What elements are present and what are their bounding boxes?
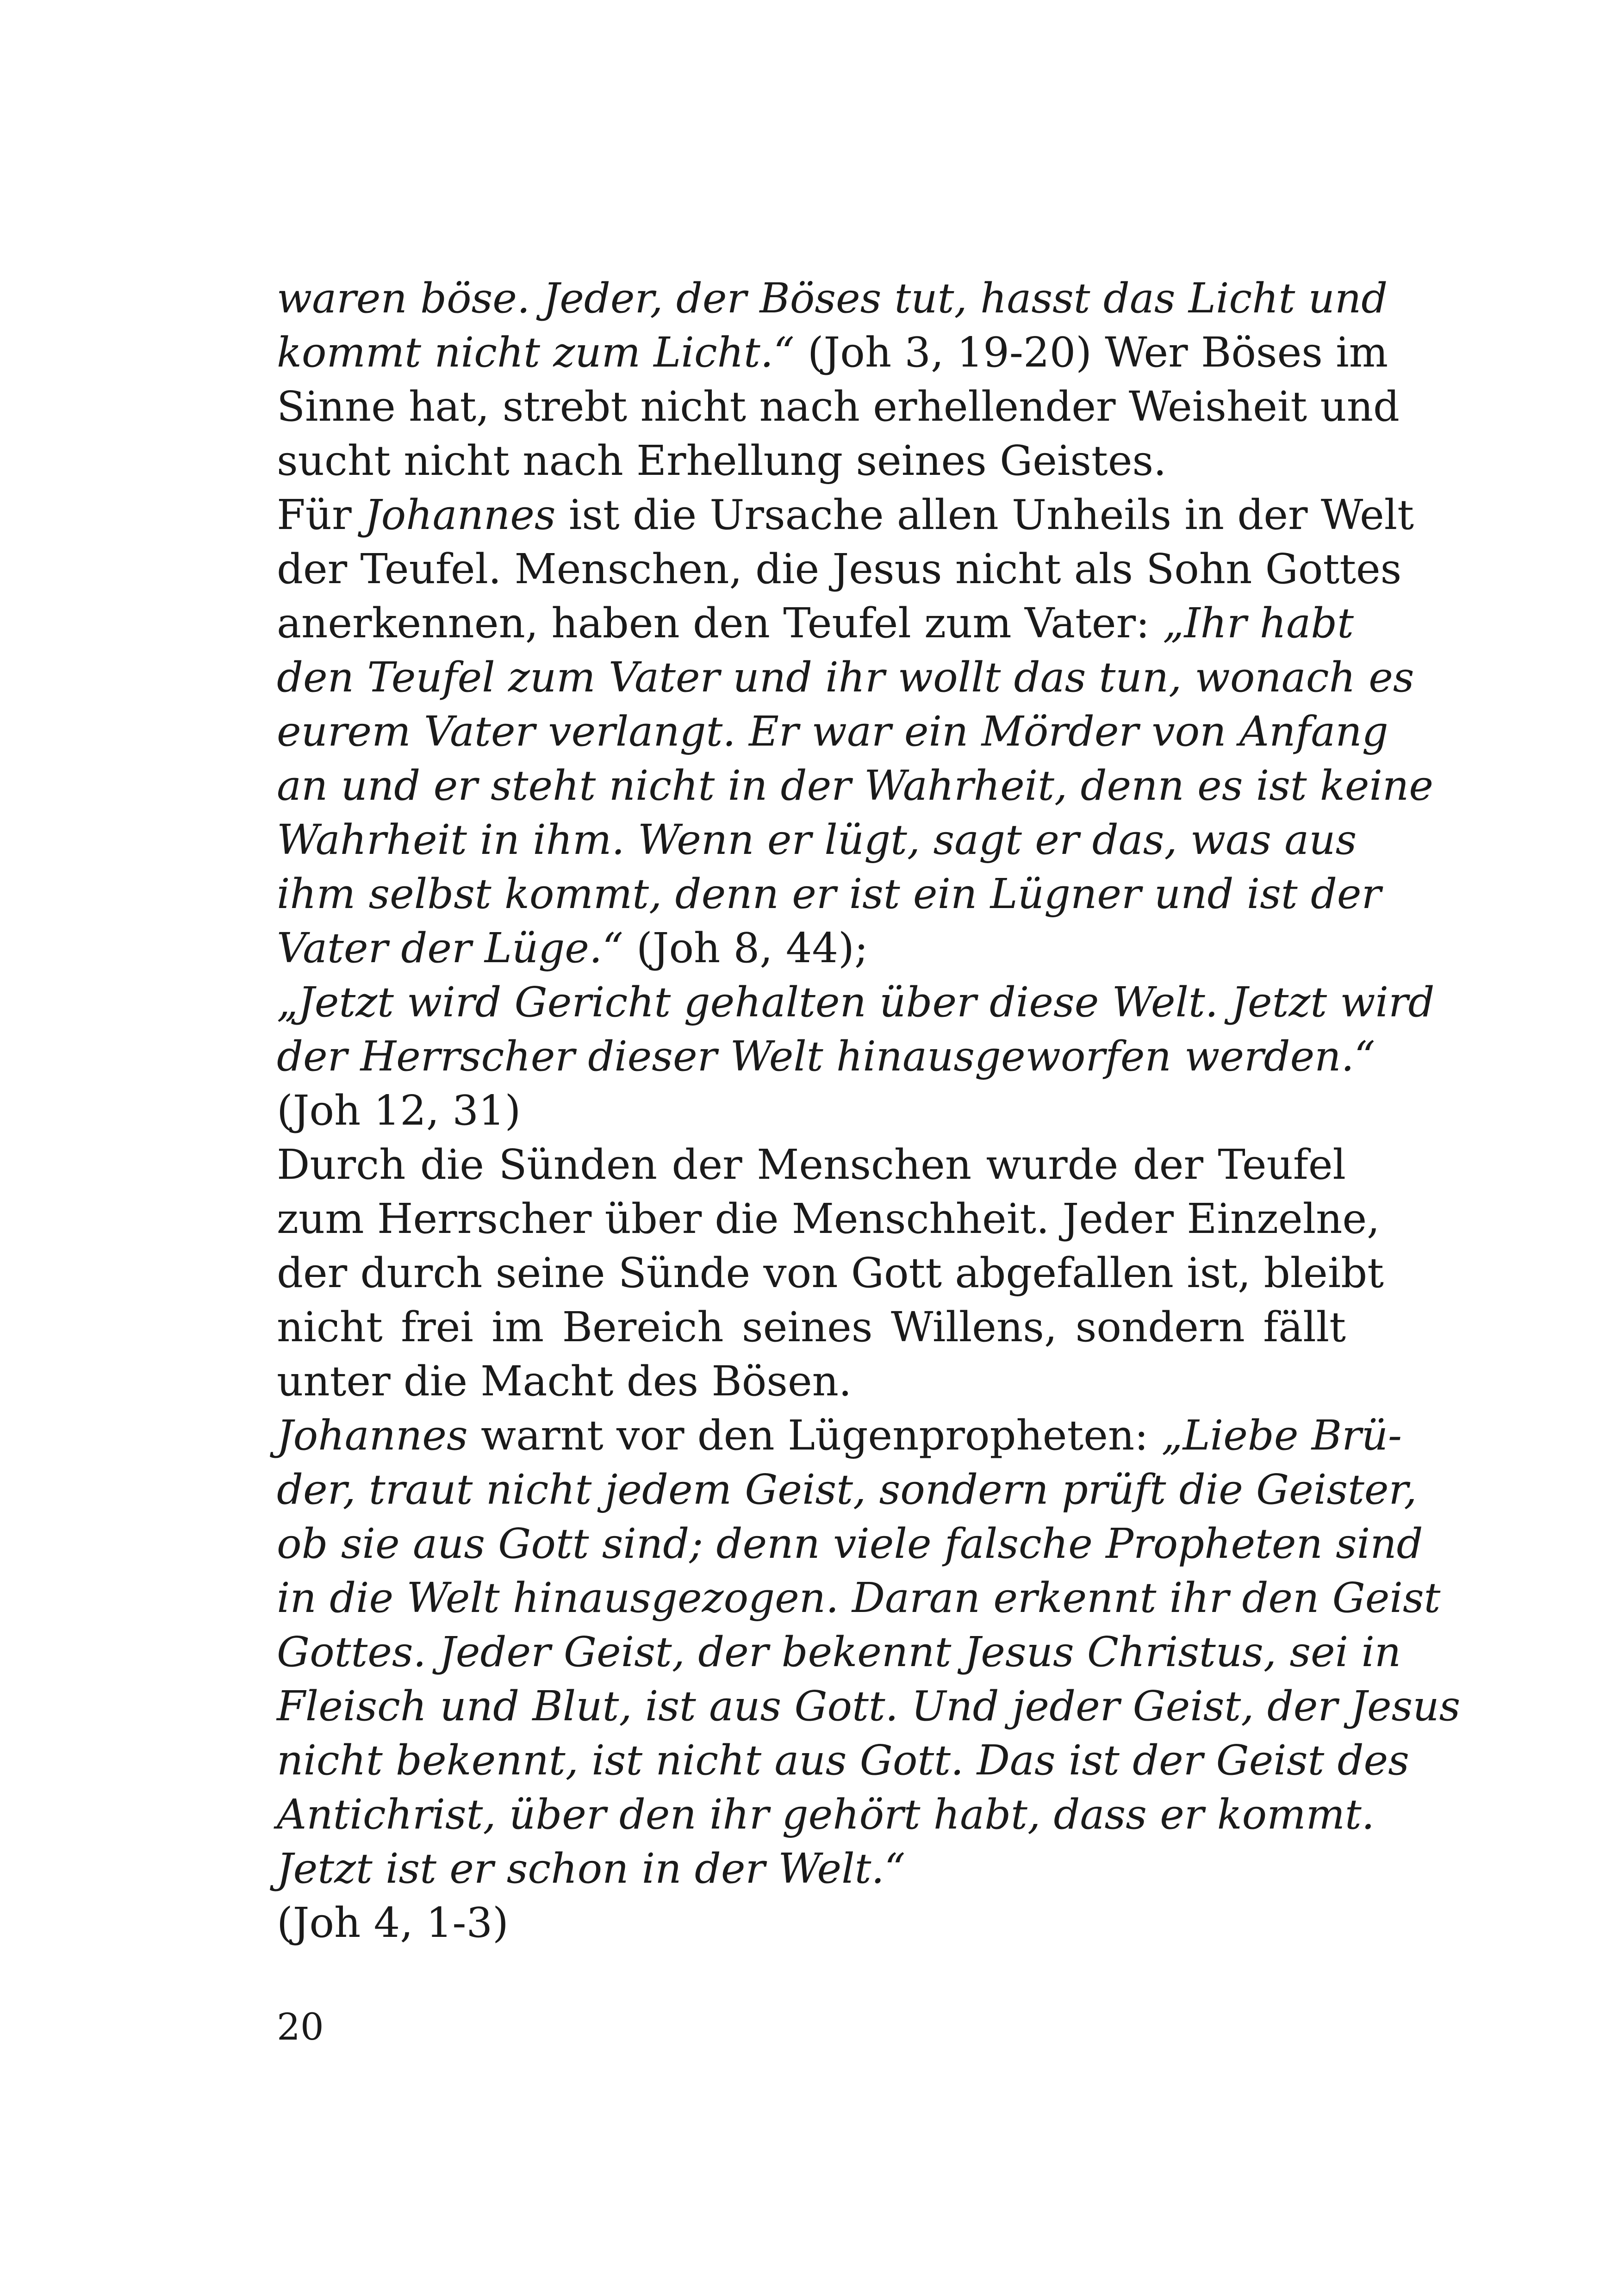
text-segment: unter die Macht des Bösen. (277, 1357, 852, 1405)
italic-text: Jetzt ist er schon in der Welt.“ (277, 1844, 906, 1892)
paragraph (277, 1138, 1384, 1408)
text-line (277, 1462, 1417, 1517)
text-line (277, 488, 1414, 542)
italic-text: Antichrist, über den ihr gehört habt, dass er kommt. (277, 1790, 1375, 1838)
paragraph (277, 271, 1400, 488)
text-line (277, 1354, 1346, 1408)
text-segment: Für (277, 491, 365, 539)
italic-text: „Liebe Brü- (1161, 1411, 1402, 1459)
text-line (277, 1733, 1409, 1787)
text-segment: (Joh 3, 19-20) Wer Böses im (794, 328, 1388, 376)
paragraph (277, 975, 1435, 1138)
text-line (277, 1029, 1375, 1083)
text-line (277, 1679, 1461, 1733)
text-segment: warnt vor den Lügenpropheten: (467, 1411, 1162, 1459)
italic-text: in die Welt hinausgezogen. Daran erkennt ihr den Geist (277, 1574, 1441, 1622)
text-line (277, 921, 1346, 975)
body-text (277, 271, 1461, 1950)
italic-text: Vater der Lüge.“ (277, 924, 623, 972)
text-line (277, 1192, 1380, 1246)
italic-text: ihm selbst kommt, denn er ist ein Lügner und ist der (277, 870, 1382, 918)
paragraph (277, 488, 1434, 975)
text-segment: anerkennen, haben den Teufel zum Vater: (277, 599, 1163, 647)
text-line (277, 1138, 1346, 1192)
text-segment: ist die Ursache allen Unheils in der Welt (555, 491, 1414, 539)
italic-text: waren böse. Jeder, der Böses tut, hasst das Licht und (277, 274, 1388, 322)
italic-text: Gottes. Jeder Geist, der bekennt Jesus Christus, sei in (277, 1628, 1401, 1676)
text-segment: (Joh 12, 31) (277, 1086, 521, 1134)
text-segment: (Joh 8, 44); (623, 924, 868, 972)
italic-text: „Jetzt wird Gericht gehalten über diese Welt. Jetzt wird (277, 978, 1435, 1026)
text-line (277, 1517, 1423, 1571)
italic-text: „Ihr habt (1163, 599, 1354, 647)
text-segment: der durch seine Sünde von Gott abgefallen ist, bleibt (277, 1249, 1384, 1297)
text-line (277, 380, 1400, 434)
text-segment: der Teufel. Menschen, die Jesus nicht als Sohn Gottes (277, 545, 1402, 593)
text-line (277, 1842, 1346, 1896)
text-line (277, 1408, 1402, 1462)
text-line (277, 650, 1414, 704)
text-line (277, 1787, 1375, 1842)
text-segment: zum Herrscher über die Menschheit. Jeder Einzelne, (277, 1195, 1380, 1243)
text-line (277, 1300, 1346, 1354)
text-line (277, 867, 1382, 921)
paragraph (277, 1408, 1461, 1896)
paragraph (277, 1896, 1346, 1950)
italic-text: der, traut nicht jedem Geist, sondern prüft die Geister, (277, 1465, 1417, 1513)
text-line (277, 1083, 1346, 1138)
italic-text: an und er steht nicht in der Wahrheit, denn es ist keine (277, 761, 1434, 809)
text-line (277, 1571, 1441, 1625)
italic-text: Fleisch und Blut, ist aus Gott. Und jeder Geist, der Jesus (277, 1682, 1461, 1730)
text-line (277, 542, 1402, 596)
italic-text: der Herrscher dieser Welt hinausgeworfen werden.“ (277, 1032, 1375, 1080)
italic-text: Johannes (364, 491, 556, 539)
italic-text: eurem Vater verlangt. Er war ein Mörder von Anfang (277, 707, 1388, 755)
italic-text: Wahrheit in ihm. Wenn er lügt, sagt er das, was aus (277, 815, 1357, 864)
text-segment: Sinne hat, strebt nicht nach erhellender Weisheit und (277, 382, 1400, 430)
italic-text: den Teufel zum Vater und ihr wollt das tun, wonach es (277, 653, 1414, 701)
text-line (277, 1896, 1346, 1950)
text-line (277, 596, 1354, 650)
text-line (277, 975, 1435, 1029)
italic-text: Johannes (277, 1411, 468, 1459)
text-line (277, 759, 1434, 813)
text-line (277, 271, 1388, 325)
text-line (277, 434, 1346, 488)
text-segment: nicht frei im Bereich seines Willens, sondern fällt (277, 1303, 1346, 1351)
text-line (277, 325, 1388, 380)
italic-text: kommt nicht zum Licht.“ (277, 328, 795, 376)
text-line (277, 1246, 1384, 1300)
italic-text: nicht bekennt, ist nicht aus Gott. Das ist der Geist des (277, 1736, 1409, 1784)
page-number: 20 (277, 2005, 324, 2048)
text-segment: Durch die Sünden der Menschen wurde der Teufel (277, 1140, 1346, 1188)
text-segment: sucht nicht nach Erhellung seines Geistes. (277, 436, 1167, 485)
text-line (277, 704, 1388, 759)
text-segment: (Joh 4, 1-3) (277, 1898, 509, 1947)
italic-text: ob sie aus Gott sind; denn viele falsche Propheten sind (277, 1519, 1423, 1568)
text-line (277, 813, 1357, 867)
text-line (277, 1625, 1401, 1679)
